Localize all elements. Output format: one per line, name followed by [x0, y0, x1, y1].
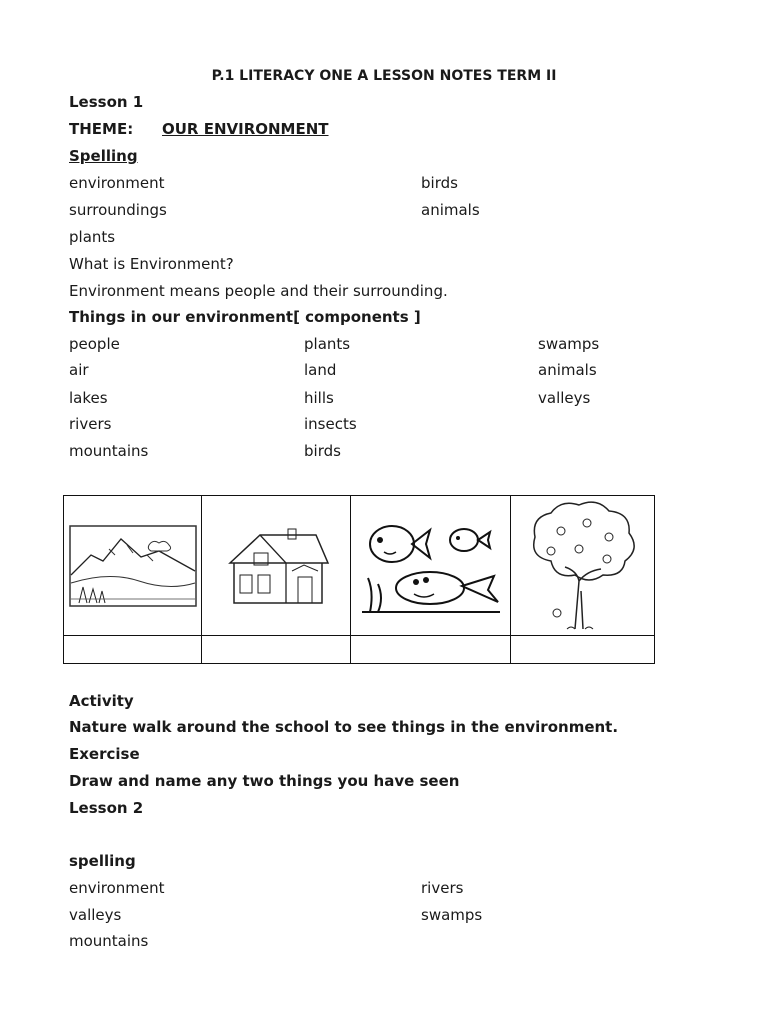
- thing-word: insects: [304, 415, 357, 433]
- thing-word: plants: [304, 335, 351, 353]
- house-picture: [220, 525, 332, 607]
- exercise-heading: Exercise: [69, 745, 140, 763]
- spelling-word: animals: [421, 201, 480, 219]
- thing-word: people: [69, 335, 120, 353]
- theme-value: OUR ENVIRONMENT: [162, 120, 329, 138]
- spelling-word: rivers: [421, 879, 464, 897]
- exercise-text: Draw and name any two things you have seen: [69, 772, 460, 790]
- things-heading: Things in our environment[ components ]: [69, 308, 421, 326]
- mountains-picture: [69, 525, 197, 607]
- thing-word: hills: [304, 389, 334, 407]
- picture-cell: [351, 496, 511, 636]
- activity-text: Nature walk around the school to see things in the environment.: [69, 718, 619, 736]
- spelling-word: birds: [421, 174, 458, 192]
- thing-word: air: [69, 361, 89, 379]
- thing-word: swamps: [538, 335, 600, 353]
- activity-heading: Activity: [69, 692, 134, 710]
- picture-cell: [511, 496, 655, 636]
- thing-word: mountains: [69, 442, 149, 460]
- label-cell[interactable]: [64, 636, 202, 664]
- theme-label: THEME:: [69, 120, 134, 138]
- question-text: What is Environment?: [69, 255, 234, 273]
- spelling-word: environment: [69, 174, 165, 192]
- lesson-1-heading: Lesson 1: [69, 93, 144, 111]
- thing-word: birds: [304, 442, 341, 460]
- label-cell[interactable]: [511, 636, 655, 664]
- page-title: P.1 LITERACY ONE A LESSON NOTES TERM II: [211, 68, 557, 84]
- picture-table: [63, 495, 655, 664]
- thing-word: rivers: [69, 415, 112, 433]
- thing-word: lakes: [69, 389, 108, 407]
- picture-cell: [64, 496, 202, 636]
- spelling-word: environment: [69, 879, 165, 897]
- label-cell[interactable]: [202, 636, 351, 664]
- tree-picture: [521, 501, 645, 631]
- picture-cell: [202, 496, 351, 636]
- fish-picture: [360, 518, 502, 614]
- label-cell[interactable]: [351, 636, 511, 664]
- spelling-word: mountains: [69, 932, 149, 950]
- spelling-word: plants: [69, 228, 116, 246]
- spelling-word: surroundings: [69, 201, 167, 219]
- lesson-2-heading: Lesson 2: [69, 799, 144, 817]
- answer-text: Environment means people and their surrounding.: [69, 282, 448, 300]
- thing-word: animals: [538, 361, 597, 379]
- spelling-word: swamps: [421, 906, 483, 924]
- spelling-heading-2: spelling: [69, 852, 136, 870]
- thing-word: land: [304, 361, 337, 379]
- thing-word: valleys: [538, 389, 591, 407]
- spelling-word: valleys: [69, 906, 122, 924]
- spelling-heading: Spelling: [69, 147, 138, 165]
